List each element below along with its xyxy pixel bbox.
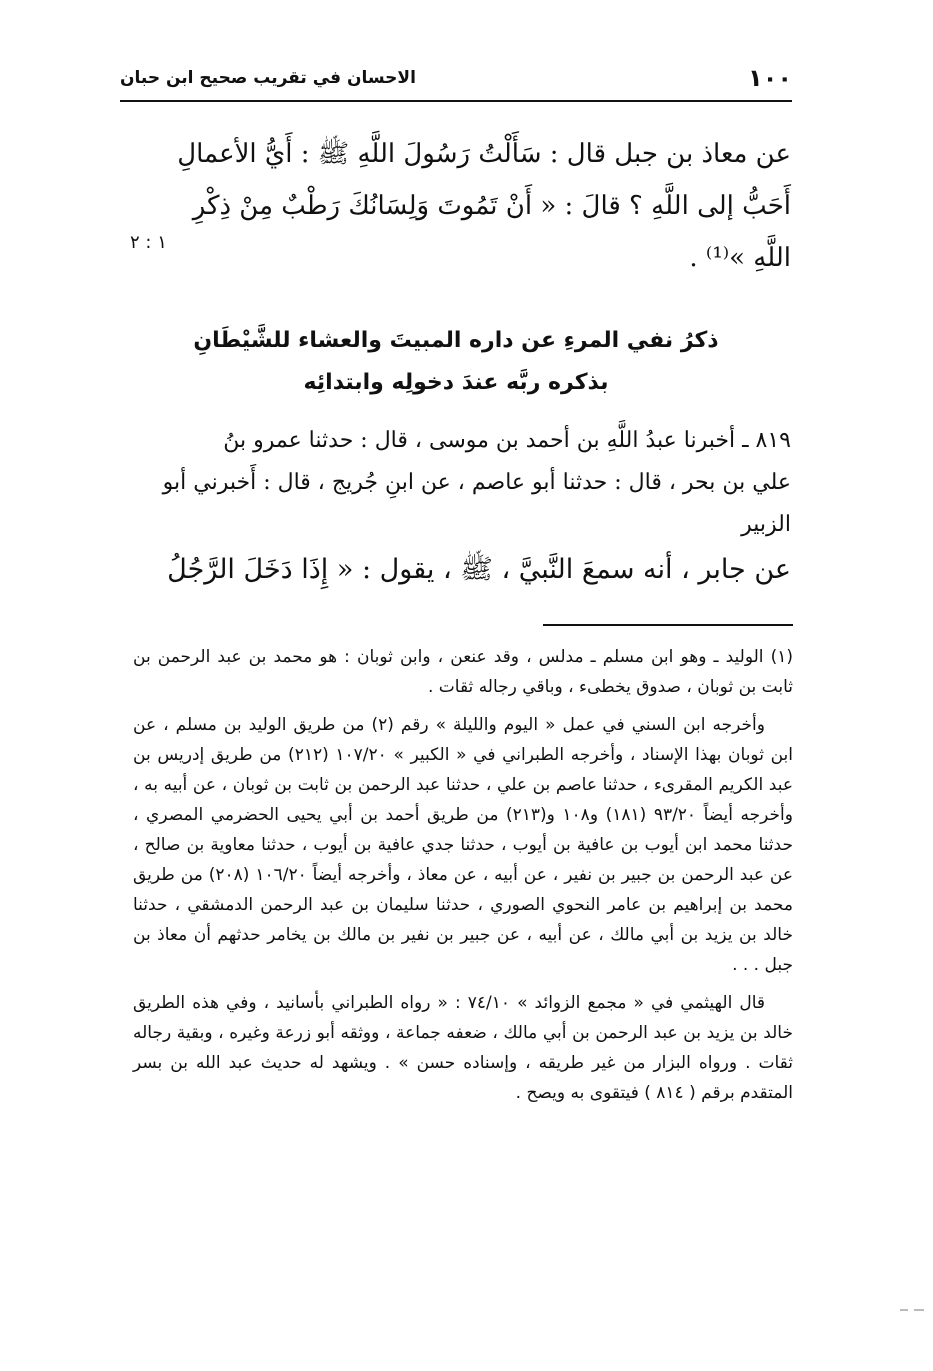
- hadith-line: أَحَبُّ إلى اللَّهِ ؟ قالَ : « أَنْ تَمُوتَ وَلِسَانُكَ رَطْبٌ مِنْ ذِكْرِ: [192, 191, 791, 221]
- scan-edge-mark: [898, 1300, 928, 1320]
- hadith-text-top: [131, 128, 791, 284]
- footnotes: [133, 642, 793, 1116]
- header-divider: [120, 100, 792, 102]
- narration-line: عن جابر ، أنه سمعَ النَّبيَّ ، ﷺ ، يقول : « إِذَا دَخَلَ الرَّجُلُ: [167, 554, 791, 585]
- narration-line: ٨١٩ ـ أخبرنا عبدُ اللَّهِ بن أحمد بن موسى ، قال : حدثنا عمرو بنُ: [223, 428, 791, 453]
- footnote-paragraph: (١) الوليد ـ وهو ابن مسلم ـ مدلس ، وقد عنعن ، وابن ثوبان : هو محمد بن عبد الرحمن بن ثابت بن ثوبان ، صدوق يخطىء ، وباقي رجاله ثقات .: [133, 647, 793, 697]
- footnote-divider: [543, 624, 793, 626]
- hadith-line: اللَّهِ »⁽¹⁾ .: [689, 243, 791, 273]
- cross-reference: ١ : ٢: [130, 232, 167, 253]
- page-number: ١٠٠: [748, 64, 792, 92]
- chapter-heading: [120, 320, 792, 404]
- hadith-line: عن معاذ بن جبل قال : سَأَلْتُ رَسُولَ اللَّهِ ﷺ : أَيُّ الأعمالِ: [177, 139, 791, 169]
- book-title: الاحسان في تقريب صحيح ابن حبان: [120, 68, 416, 88]
- footnote-paragraph: قال الهيثمي في « مجمع الزوائد » ٧٤/١٠ : « رواه الطبراني بأسانيد ، وفي هذه الطريق خالد بن يزيد بن عبد الرحمن بن أبي مالك ، ضعفه جماعة ، ووثقه أبو زرعة وغيره ، وبقية رجاله ثقات . ورواه البزار من غير طريقه ، وإسناده حسن » . ويشهد له حديث عبد الله بن بسر المتقدم برقم ( ٨١٤ ) فيتقوى به ويصح .: [133, 993, 793, 1103]
- footnote-paragraph: وأخرجه ابن السني في عمل « اليوم والليلة » رقم (٢) من طريق الوليد بن مسلم ، عن ابن ثوبان بهذا الإسناد ، وأخرجه الطبراني في « الكبير » ١٠٧/٢٠ (٢١٢) من طريق إدريس بن عبد الكريم المقرىء ، حدثنا عاصم بن علي ، حدثنا عبد الرحمن بن ثابت بن ثوبان ، عن أبيه به ، وأخرجه أيضاً ٩٣/٢٠ (١٨١) و١٠٨ و(٢١٣) من طريق أحمد بن أبي يحيى الحضرمي المصري ، حدثنا محمد ابن أيوب بن عافية بن أيوب ، حدثنا جدي عافية بن أيوب ، حدثنا معاوية بن صالح ، عن عبد الرحمن بن جبير بن نفير ، عن أبيه ، عن معاذ ، وأخرجه أيضاً ١٠٦/٢٠ (٢٠٨) من طريق محمد بن إبراهيم بن عامر النحوي الصوري ، حدثنا سليمان بن عبد الرحمن الدمشقي ، حدثنا خالد بن يزيد بن أبي مالك ، عن أبيه ، عن جبير بن نفير بن مالك بن يخامر حدثهم أن معاذ بن جبل . . .: [133, 715, 793, 975]
- narration-line: علي بن بحر ، قال : حدثنا أبو عاصم ، عن ابنِ جُريج ، قال : أَخبرني أبو: [162, 470, 791, 495]
- narration-text: [131, 420, 791, 594]
- chapter-heading-line: ذكرُ نفي المرءِ عن داره المبيتَ والعشاء للشَّيْطَانِ: [193, 328, 719, 353]
- running-header: [120, 62, 792, 98]
- narration-line: الزبير: [741, 512, 791, 537]
- chapter-heading-line: بذكره ربَّه عندَ دخولِه وابتدائِه: [303, 370, 609, 395]
